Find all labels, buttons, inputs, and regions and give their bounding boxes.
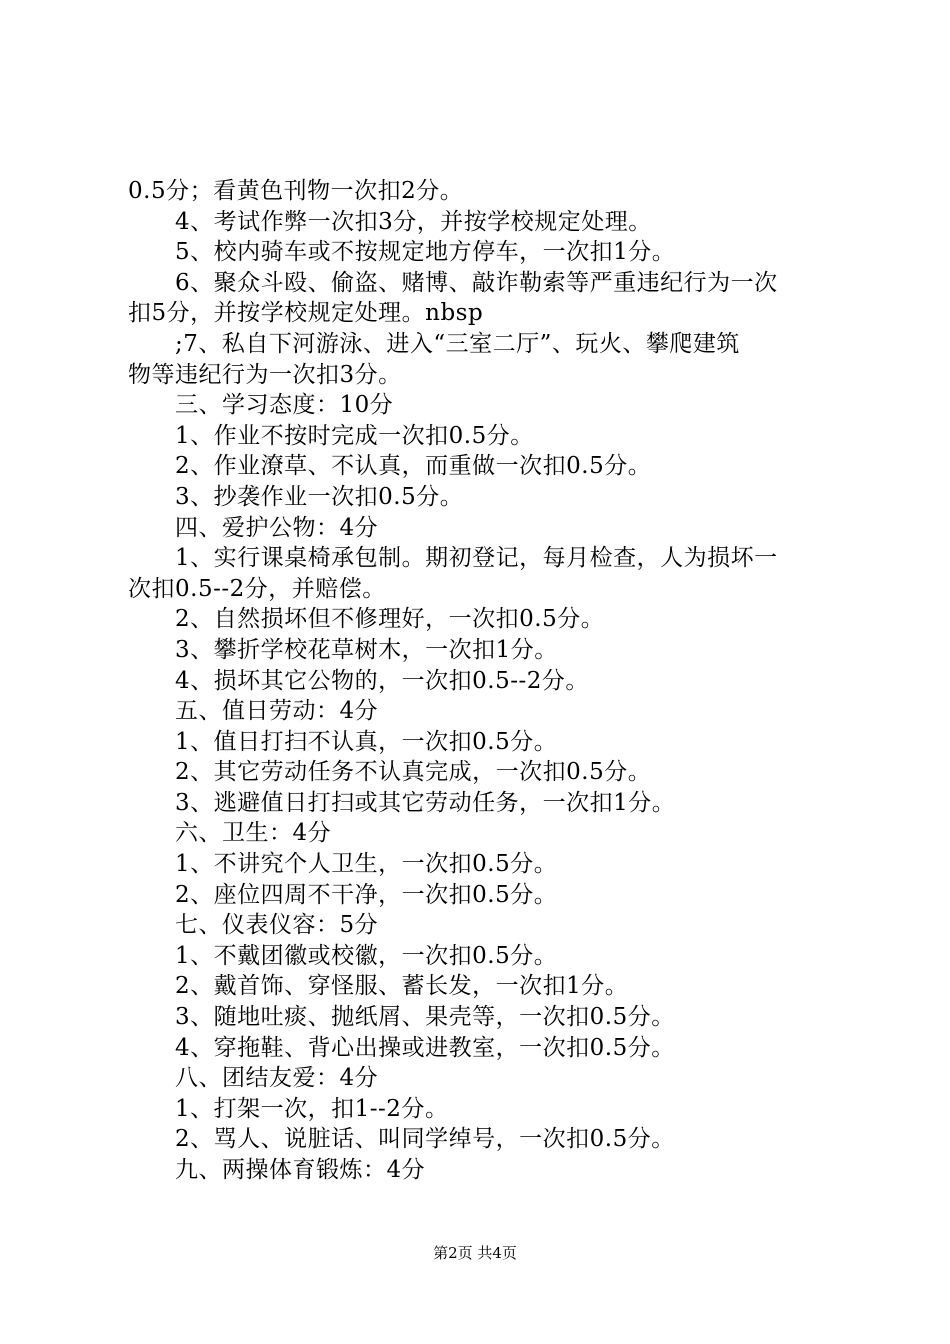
text-line: 5、校内骑车或不按规定地方停车，一次扣1分。	[175, 239, 676, 266]
text-line: 4、损坏其它公物的，一次扣0.5--2分。	[175, 667, 589, 694]
text-line: 3、逃避值日打扫或其它劳动任务，一次扣1分。	[175, 789, 676, 816]
text-line: 九、两操体育锻炼：4分	[175, 1157, 426, 1183]
text-line: 五、值日劳动：4分	[175, 698, 379, 725]
text-line: 扣5分，并按学校规定处理。nbsp	[128, 300, 484, 327]
text-line: 四、爱护公物：4分	[175, 514, 379, 541]
text-line: 3、抄袭作业一次扣0.5分。	[175, 483, 464, 510]
text-line: 2、座位四周不干净，一次扣0.5分。	[175, 881, 558, 908]
text-line: 2、骂人、说脏话、叫同学绰号，一次扣0.5分。	[175, 1126, 675, 1153]
text-line: 2、作业潦草、不认真，而重做一次扣0.5分。	[175, 453, 652, 480]
text-line: 1、作业不按时完成一次扣0.5分。	[175, 422, 534, 449]
text-line: 八、团结友爱：4分	[175, 1065, 379, 1092]
text-line: 2、自然损坏但不修理好，一次扣0.5分。	[175, 606, 605, 633]
text-line: 3、攀折学校花草树木，一次扣1分。	[175, 636, 558, 663]
text-line: 次扣0.5--2分，并赔偿。	[128, 575, 386, 602]
text-line: 4、穿拖鞋、背心出操或进教室，一次扣0.5分。	[175, 1034, 675, 1061]
text-line: 1、实行课桌椅承包制。期初登记，每月检查，人为损坏一	[175, 545, 778, 572]
text-line: 3、随地吐痰、抛纸屑、果壳等，一次扣0.5分。	[175, 1004, 675, 1031]
text-line: 物等违纪行为一次扣3分。	[128, 361, 402, 388]
text-line: 1、不讲究个人卫生，一次扣0.5分。	[175, 851, 558, 878]
text-line: ;7、私自下河游泳、进入“三室二厅”、玩火、攀爬建筑	[175, 330, 740, 357]
text-line: 4、考试作弊一次扣3分，并按学校规定处理。	[175, 208, 652, 235]
text-line: 1、打架一次，扣1--2分。	[175, 1095, 449, 1122]
text-line: 1、值日打扫不认真，一次扣0.5分。	[175, 728, 558, 755]
text-line: 2、其它劳动任务不认真完成，一次扣0.5分。	[175, 759, 652, 786]
text-line: 1、不戴团徽或校徽，一次扣0.5分。	[175, 942, 558, 969]
text-line: 六、卫生：4分	[175, 820, 332, 847]
text-line: 三、学习态度：10分	[175, 392, 394, 419]
text-line: 2、戴首饰、穿怪服、蓄长发，一次扣1分。	[175, 973, 629, 1000]
text-line: 0.5分；看黄色刊物一次扣2分。	[128, 178, 464, 204]
document-body	[128, 176, 838, 1186]
text-line: 6、聚众斗殴、偷盗、赌博、敲诈勒索等严重违纪行为一次	[175, 269, 778, 296]
page-footer: 第2页 共4页	[433, 1244, 517, 1262]
text-line: 七、仪表仪容：5分	[175, 912, 379, 939]
